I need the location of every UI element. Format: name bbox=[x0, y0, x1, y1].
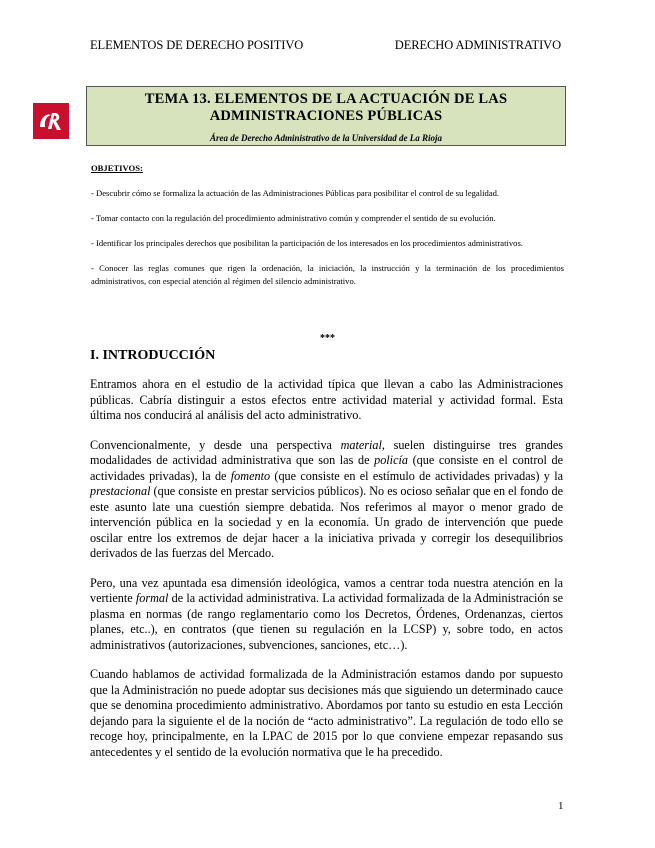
term-formal: formal bbox=[135, 591, 169, 605]
paragraph-4: Cuando hablamos de actividad formalizada de la Administración estamos dando por supuesto que la Administración no puede adoptar sus decisiones más que siguiendo un determinado cauce que se denomina procedimiento administrativo. Abordamos por tanto su estudio en esta Lección dejando para la siguiente el de la noción de “acto administrativo”. La regulación de todo ello se recoge hoy, principalmente, en la LPAC de 2015 por lo que conviene empezar repasando sus antecedentes y el sentido de la evolución normativa que le ha precedido. bbox=[90, 667, 563, 759]
title-box bbox=[86, 86, 566, 146]
body-text bbox=[90, 377, 563, 774]
header-left: ELEMENTOS DE DERECHO POSITIVO bbox=[90, 38, 304, 52]
paragraph-2: Convencionalmente, y desde una perspectiva material, suelen distinguirse tres grandes modalidades de actividad administrativa que son las de policía (que consiste en el control de actividades privadas), la de fomento (que consiste en el estímulo de actividades privadas) y la prestacional (que consiste en prestar servicios públicos). No es ocioso señalar que en el fondo de este asunto late una cuestión siempre debatida. Nos referimos al mayor o menor grado de intervención pública en la sociedad y en la economía. Un grado de intervención que puede oscilar entre los extremos de dejar hacer a la iniciativa privada y corregir los desequilibrios derivados de las fuerzas del Mercado. bbox=[90, 437, 563, 560]
objectives-heading: OBJETIVOS: bbox=[91, 163, 143, 173]
chapter-title bbox=[87, 91, 565, 125]
page-number: 1 bbox=[558, 800, 564, 812]
objective-item: - Identificar los principales derechos que posibilitan la participación de los interesados en los procedimientos administrativos. bbox=[91, 238, 523, 248]
term-prestacional: prestacional bbox=[90, 484, 151, 498]
objective-item: - Conocer las reglas comunes que rigen la ordenación, la iniciación, la instrucción y la terminación de los procedimientos administrativos, con especial atención al régimen del silencio administrativo. bbox=[91, 263, 564, 286]
section-heading: I. INTRODUCCIÓN bbox=[90, 348, 216, 363]
section-separator: *** bbox=[320, 333, 335, 344]
header-right: DERECHO ADMINISTRATIVO bbox=[394, 38, 561, 52]
term-material: material bbox=[340, 437, 382, 452]
term-policia: policía bbox=[374, 453, 408, 467]
objective-item: - Descubrir cómo se formaliza la actuación de las Administraciones Públicas para posibilitar el control de su legalidad. bbox=[91, 188, 500, 198]
chapter-title-line-2: ADMINISTRACIONES PÚBLICAS bbox=[209, 108, 443, 124]
term-fomento: fomento bbox=[230, 468, 271, 483]
chapter-title-line-1: TEMA 13. ELEMENTOS DE LA ACTUACIÓN DE LAS bbox=[144, 91, 508, 107]
running-header bbox=[90, 38, 565, 54]
objectives-section bbox=[91, 162, 564, 300]
objective-item: - Tomar contacto con la regulación del procedimiento administrativo común y comprender el sentido de su evolución. bbox=[91, 213, 496, 223]
chapter-subtitle: Área de Derecho Administrativo de la Universidad de La Rioja bbox=[210, 133, 442, 143]
university-logo-icon bbox=[33, 103, 69, 139]
paragraph-3: Pero, una vez apuntada esa dimensión ideológica, vamos a centrar toda nuestra atención en la vertiente formal de la actividad administrativa. La actividad formalizada de la Administración se plasma en normas (de rango reglamentario como los Decretos, Órdenes, Ordenanzas, ciertos planes, etc..), en contratos (que tienen su regulación en la LCSP) y, sobre todo, en actos administrativos (autorizaciones, subvenciones, sanciones, etc…). bbox=[90, 575, 563, 652]
paragraph-1: Entramos ahora en el estudio de la actividad típica que llevan a cabo las Administraciones públicas. Cabría distinguir a estos efectos entre actividad material y actividad formal. Esta última nos conducirá al análisis del acto administrativo. bbox=[90, 377, 563, 422]
